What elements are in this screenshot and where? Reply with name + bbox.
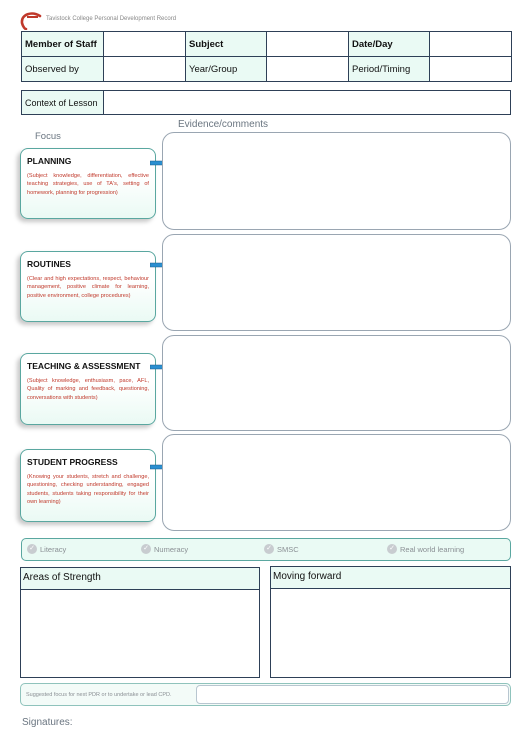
- focus-description: (Clear and high expectations, respect, behaviour management, positive climate for learning, positive environment, college procedures): [27, 276, 149, 299]
- areas-of-strength-label: Areas of Strength: [21, 568, 259, 590]
- focus-card-routines: [20, 251, 156, 322]
- document-title: Tavistock College Personal Development Record: [46, 16, 177, 22]
- info-row: [22, 32, 512, 57]
- observed-by-label: Observed by: [22, 57, 104, 82]
- checklist-label: Literacy: [40, 544, 67, 554]
- info-row: [22, 57, 512, 82]
- checkmark-icon: ✓: [264, 544, 274, 554]
- checklist-item-smsc[interactable]: [264, 544, 299, 554]
- evidence-heading: Evidence/comments: [178, 119, 269, 130]
- evidence-box-teaching-assessment[interactable]: [162, 335, 511, 431]
- areas-of-strength-field[interactable]: [21, 590, 259, 676]
- focus-heading: Focus: [35, 131, 61, 142]
- member-of-staff-field[interactable]: [104, 32, 186, 57]
- checkmark-icon: ✓: [27, 544, 37, 554]
- context-of-lesson-field[interactable]: [104, 91, 510, 114]
- checkmark-icon: ✓: [387, 544, 397, 554]
- info-table: [21, 31, 512, 82]
- year-group-label: Year/Group: [186, 57, 267, 82]
- college-logo-icon: [20, 12, 42, 30]
- context-of-lesson-label: Context of Lesson: [22, 91, 104, 114]
- suggested-focus-label: Suggested focus for next PDR or to undertake or lead CPD.: [26, 692, 172, 698]
- focus-card-planning: [20, 148, 156, 219]
- focus-card-student-progress: [20, 449, 156, 522]
- focus-description: (Knowing your students, stretch and challenge, questioning, checking understanding, engaged students, students taking responsibility for their own learning): [27, 474, 149, 506]
- suggested-focus-row: [20, 683, 511, 706]
- checklist-label: Numeracy: [154, 544, 189, 554]
- subject-label: Subject: [186, 32, 267, 57]
- checklist-item-real-world-learning[interactable]: [387, 544, 464, 554]
- date-day-field[interactable]: [430, 32, 512, 57]
- member-of-staff-label: Member of Staff: [22, 32, 104, 57]
- focus-title: ROUTINES: [27, 259, 71, 269]
- moving-forward-label: Moving forward: [271, 567, 510, 589]
- areas-of-strength-panel: [20, 567, 260, 678]
- focus-description: (Subject knowledge, enthusiasm, pace, AFL, Quality of marking and feedback, questioning, conversations with students): [27, 378, 149, 401]
- period-timing-field[interactable]: [430, 57, 512, 82]
- observed-by-field[interactable]: [104, 57, 186, 82]
- focus-title: STUDENT PROGRESS: [27, 457, 118, 467]
- date-day-label: Date/Day: [349, 32, 430, 57]
- focus-card-teaching-assessment: [20, 353, 156, 425]
- checklist-item-numeracy[interactable]: [141, 544, 188, 554]
- context-of-lesson-row: [21, 90, 511, 115]
- moving-forward-panel: [270, 566, 511, 678]
- focus-title: TEACHING & ASSESSMENT: [27, 361, 141, 371]
- moving-forward-field[interactable]: [271, 589, 510, 676]
- period-timing-label: Period/Timing: [349, 57, 430, 82]
- focus-description: (Subject knowledge, differentiation, effective teaching strategies, use of TA's, setting of homework, planning for progression): [27, 173, 149, 196]
- suggested-focus-field[interactable]: [196, 685, 509, 704]
- checklist-item-literacy[interactable]: [27, 544, 66, 554]
- checkmark-icon: ✓: [141, 544, 151, 554]
- evidence-box-routines[interactable]: [162, 234, 511, 331]
- evidence-box-planning[interactable]: [162, 132, 511, 230]
- evidence-box-student-progress[interactable]: [162, 434, 511, 531]
- subject-field[interactable]: [267, 32, 349, 57]
- signatures-label: Signatures:: [22, 717, 73, 728]
- year-group-field[interactable]: [267, 57, 349, 82]
- checklist-bar: [21, 538, 511, 561]
- focus-title: PLANNING: [27, 156, 72, 166]
- checklist-label: SMSC: [277, 544, 299, 554]
- checklist-label: Real world learning: [400, 544, 465, 554]
